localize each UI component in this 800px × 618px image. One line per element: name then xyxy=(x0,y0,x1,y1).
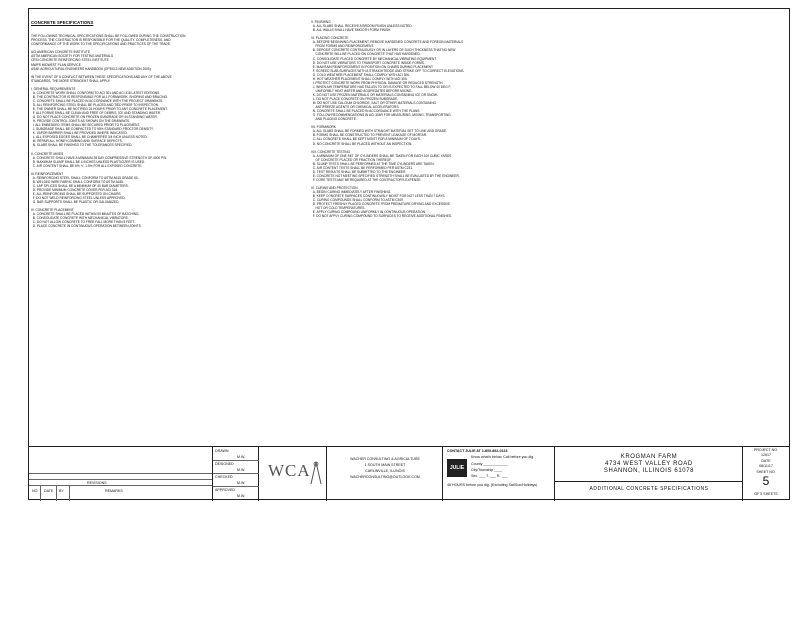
role-drawn-label: DRAWN xyxy=(215,449,229,453)
contact-subtitle: Know what's below. Call before you dig. xyxy=(471,455,535,459)
contact-line-section: Sec. ___ T. ___ R. ___ xyxy=(471,474,508,478)
contact-block xyxy=(443,447,555,501)
firm-address-2: CARLINVILLE, ILLINOIS xyxy=(365,469,405,473)
project-address-1: 4734 WEST VALLEY ROAD xyxy=(605,461,693,467)
role-drawn-value: M.W. xyxy=(237,455,246,459)
contact-line-county: County ____________ xyxy=(471,462,508,466)
left-specs-text: THE FOLLOWING TECHNICAL SPECIFICATIONS SHALL BE FOLLOWED DURING THE CONSTRUCTION PROCESS. THE CONTRACTOR IS RESPONSIBLE FOR THE QUALITY, COMPLETENESS, AND CONFORMANCE OF THE WORK TO THE SPECIFICATIONS AND PRACTICES OF THE TRADE. ACI AMERICAN CONCRETE INSTITUTE ASTM AMERICAN SOCIETY FOR TESTING MATERIALS CRSI CONCRETE REINFORCING STEEL INSTITUTE MWPS MIDWEST PLAN SERVICE ASAE AGRICULTURAL ENGINEERS HANDBOOK (EP393.3 NEW ADDITION 2005) IN THE EVENT OF A CONFLICT BETWEEN THESE SPECIFICATIONS AND ANY OF THE ABOVE STANDARDS, THE MORE STRINGENT SHALL APPLY. I. GENERAL REQUIREMENTS A. CONCRETE WORK SHALL CONFORM TO ACI 301 AND ACI 318 LATEST EDITIONS. B. THE CONTRACTOR IS RESPONSIBLE FOR ALL FORMWORK, SHORING AND BRACING. C. CONCRETE SHALL BE PLACED IN ACCORDANCE WITH THE PROJECT DRAWINGS. D. ALL REINFORCING STEEL SHALL BE PLACED AND TIED PRIOR TO INSPECTION. E. THE OWNER SHALL BE NOTIFIED 24 HOURS PRIOR TO ANY CONCRETE PLACEMENT. F. ALL FORMS SHALL BE CLEAN AND FREE OF DEBRIS, ICE AND STANDING WATER. G. DO NOT PLACE CONCRETE ON FROZEN SUBGRADE OR IN STANDING WATER. H. PROVIDE CONTROL JOINTS AS SHOWN ON THE DRAWINGS. I. ALL EMBEDDED ITEMS SHALL BE SECURED PRIOR TO PLACEMENT. J. SUBGRADE SHALL BE COMPACTED TO 95% STANDARD PROCTOR DENSITY. K. VAPOR BARRIER SHALL BE PROVIDED WHERE INDICATED. L. ALL EXPOSED EDGES SHALL BE CHAMFERED 3/4 INCH UNLESS NOTED. M. REPAIR ALL HONEYCOMBING AND SURFACE DEFECTS. N. SLABS SHALL BE FINISHED TO THE TOLERANCES SPECIFIED. II. CONCRETE MIXES A. CONCRETE SHALL HAVE A MINIMUM 28 DAY COMPRESSIVE STRENGTH OF 4000 PSI. B. MAXIMUM SLUMP SHALL BE 4 INCHES UNLESS PLASTICIZER IS USED. C. AIR CONTENT SHALL BE 6% +/- 1.5% FOR ALL EXPOSED CONCRETE. III. REINFORCEMENT A. REINFORCING STEEL SHALL CONFORM TO ASTM A615 GRADE 60. B. WELDED WIRE FABRIC SHALL CONFORM TO ASTM A185. C. LAP SPLICES SHALL BE A MINIMUM OF 40 BAR DIAMETERS. D. PROVIDE MINIMUM CONCRETE COVER PER ACI 318. E. ALL REINFORCING SHALL BE SUPPORTED ON CHAIRS. F. DO NOT WELD REINFORCING STEEL UNLESS APPROVED. G. BAR SUPPORTS SHALL BE PLASTIC OR GALVANIZED. IV. CONCRETE PLACEMENT A. CONCRETE SHALL BE PLACED WITHIN 90 MINUTES OF BATCHING. B. CONSOLIDATE CONCRETE WITH MECHANICAL VIBRATORS. C. DO NOT ALLOW CONCRETE TO FREE FALL MORE THAN 5 FEET. D. PLACE CONCRETE IN CONTINUOUS OPERATION BETWEEN JOINTS. xyxy=(31,34,186,229)
role-designed-value: M.W. xyxy=(237,468,246,472)
date-label: DATE xyxy=(761,459,771,463)
revisions-label: REVISIONS xyxy=(87,481,107,485)
firm-name: WACHER CONSULTING & AGRICULTURE xyxy=(350,457,420,461)
role-designed-label: DESIGNED xyxy=(215,462,234,466)
sheet-title: ADDITIONAL CONCRETE SPECIFICATIONS xyxy=(589,486,709,492)
role-approved-value: M.W. xyxy=(237,494,246,498)
sheet-no-label: SHEET NO. xyxy=(756,470,776,474)
project-no: 12617 xyxy=(761,453,771,457)
project-address-2: SHANNON, ILLINOIS 61078 xyxy=(603,468,695,474)
project-block xyxy=(555,447,743,501)
firm-address-1: 1 SOUTH MAIN STREET xyxy=(364,463,406,467)
sheet-info-block xyxy=(743,447,789,501)
compass-icon xyxy=(309,461,323,485)
project-no-label: PROJECT NO. xyxy=(753,448,779,452)
sheet-heading: CONCRETE SPECIFICATIONS xyxy=(31,20,94,26)
title-block xyxy=(29,446,789,501)
logo-block xyxy=(259,447,327,501)
role-approved-label: APPROVED xyxy=(215,488,235,492)
contact-footer: 48 HOURS before you dig. (Excluding Sat/Sun/Holidays) xyxy=(447,483,538,487)
wca-logo: WCA xyxy=(268,461,311,480)
rev-header-remarks: REMARKS xyxy=(105,489,123,493)
date-value: 08/11/17 xyxy=(759,464,773,468)
rev-header-no: NO. xyxy=(32,489,39,493)
contact-title: CONTACT JULIE AT 1-800-892-0123 xyxy=(447,449,508,453)
firm-email: WACHERCONSULTING@OUTLOOK.COM xyxy=(350,475,420,479)
rev-header-date: DATE xyxy=(44,489,54,493)
roles-block xyxy=(213,447,259,501)
role-checked-label: CHECKED xyxy=(215,475,233,479)
right-specs-text: V. FINISHING A. ALL SLABS SHALL RECEIVE A BROOM FINISH UNLESS NOTED. B. ALL WALLS SHALL HAVE SMOOTH FORM FINISH. VI. PLACING CONCRETE A. BEFORE BEGINNING PLACEMENT, REMOVE HARDENED CONCRETE AND FOREIGN MATERIALS FROM FORMS AND REINFORCEMENT. B. DEPOSIT CONCRETE CONTINUOUSLY OR IN LAYERS OF SUCH THICKNESS THAT NO NEW CONCRETE WILL BE PLACED ON CONCRETE THAT HAS HARDENED. C. CONSOLIDATE PLACED CONCRETE BY MECHANICAL VIBRATING EQUIPMENT. D. DO NOT USE VIBRATORS TO TRANSPORT CONCRETE INSIDE FORMS. E. MAINTAIN REINFORCEMENT IN POSITION ON CHAIRS DURING PLACEMENT. F. SCREED SLAB SURFACES WITH A STRAIGHTEDGE AND STRIKE OFF TO CORRECT ELEVATIONS. G. COLD WEATHER PLACEMENT SHALL COMPLY WITH ACI 306. H. HOT WEATHER PLACEMENT SHALL COMPLY WITH ACI 305. I. PROTECT CONCRETE WORK FROM PHYSICAL DAMAGE OR REDUCED STRENGTH. J. WHEN AIR TEMPERATURE HAS FALLEN TO OR IS EXPECTED TO FALL BELOW 40 DEG F, UNIFORMLY HEAT WATER AND AGGREGATES BEFORE MIXING. K. DO NOT USE FROZEN MATERIALS OR MATERIALS CONTAINING ICE OR SNOW. L. DO NOT PLACE CONCRETE ON FROZEN SUBGRADE. M. DO NOT USE CALCIUM CHLORIDE, SALT OR OTHER MATERIALS CONTAINING ANTIFREEZE AGENTS OR CHEMICAL ACCELERATORS. N. CONCRETE SHALL BE PLACED IN ACCORDANCE WITH THE PLANS. O. FOLLOW RECOMMENDATIONS IN ACI 304R FOR MEASURING, MIXING, TRANSPORTING AND PLACING CONCRETE. VII. FORMWORK A. ALL SLABS SHALL BE FORMED WITH STRAIGHT MATERIAL SET TO LINE AND GRADE. B. FORMS SHALL BE CONSTRUCTED TO PREVENT LEAKAGE OF MORTAR. C. ALL CONCRETE SHALL BE KEPT MOIST FOR A MINIMUM OF 7 DAYS. D. NO CONCRETE SHALL BE PLACED WITHOUT AN INSPECTION. VIII. CONCRETE TESTING A. A MINIMUM OF ONE SET OF CYLINDERS SHALL BE TAKEN FOR EACH 100 CUBIC YARDS OF CONCRETE PLACED OR FRACTION THEREOF. B. SLUMP TESTS SHALL BE PERFORMED AT THE TIME CYLINDERS ARE TAKEN. C. AIR CONTENT TESTS SHALL BE PERFORMED PER ASTM C231. D. TEST RESULTS SHALL BE SUBMITTED TO THE ENGINEER. E. CONCRETE NOT MEETING SPECIFIED STRENGTH SHALL BE EVALUATED BY THE ENGINEER. F. CORE TESTS MAY BE REQUIRED AT THE CONTRACTOR'S EXPENSE. IX. CURING AND PROTECTION A. BEGIN CURING IMMEDIATELY AFTER FINISHING. B. KEEP CONCRETE SURFACES CONTINUOUSLY MOIST FOR NOT LESS THAN 7 DAYS. C. CURING COMPOUNDS SHALL CONFORM TO ASTM C309. D. PROTECT FRESHLY PLACED CONCRETE FROM PREMATURE DRYING AND EXCESSIVE HOT OR COLD TEMPERATURES. E. APPLY CURING COMPOUND UNIFORMLY IN CONTINUOUS OPERATION. F. DO NOT APPLY CURING COMPOUND TO SURFACES TO RECEIVE ADDITIONAL FINISHES. xyxy=(311,20,465,219)
julie-logo: JULIE xyxy=(447,459,467,477)
contact-line-city: City/Township ____ xyxy=(471,468,503,472)
firm-block xyxy=(327,447,443,501)
sheet-no: 5 xyxy=(762,474,770,488)
right-specs-column xyxy=(311,12,569,446)
revisions-block xyxy=(29,447,213,501)
role-checked-value: M.W. xyxy=(237,481,246,485)
left-specs-column xyxy=(31,12,293,446)
of-sheets: OF 5 SHEETS xyxy=(754,492,778,496)
drawing-sheet xyxy=(28,8,790,500)
rev-header-by: BY xyxy=(59,489,64,493)
project-name: KROGMAN FARM xyxy=(620,454,678,460)
